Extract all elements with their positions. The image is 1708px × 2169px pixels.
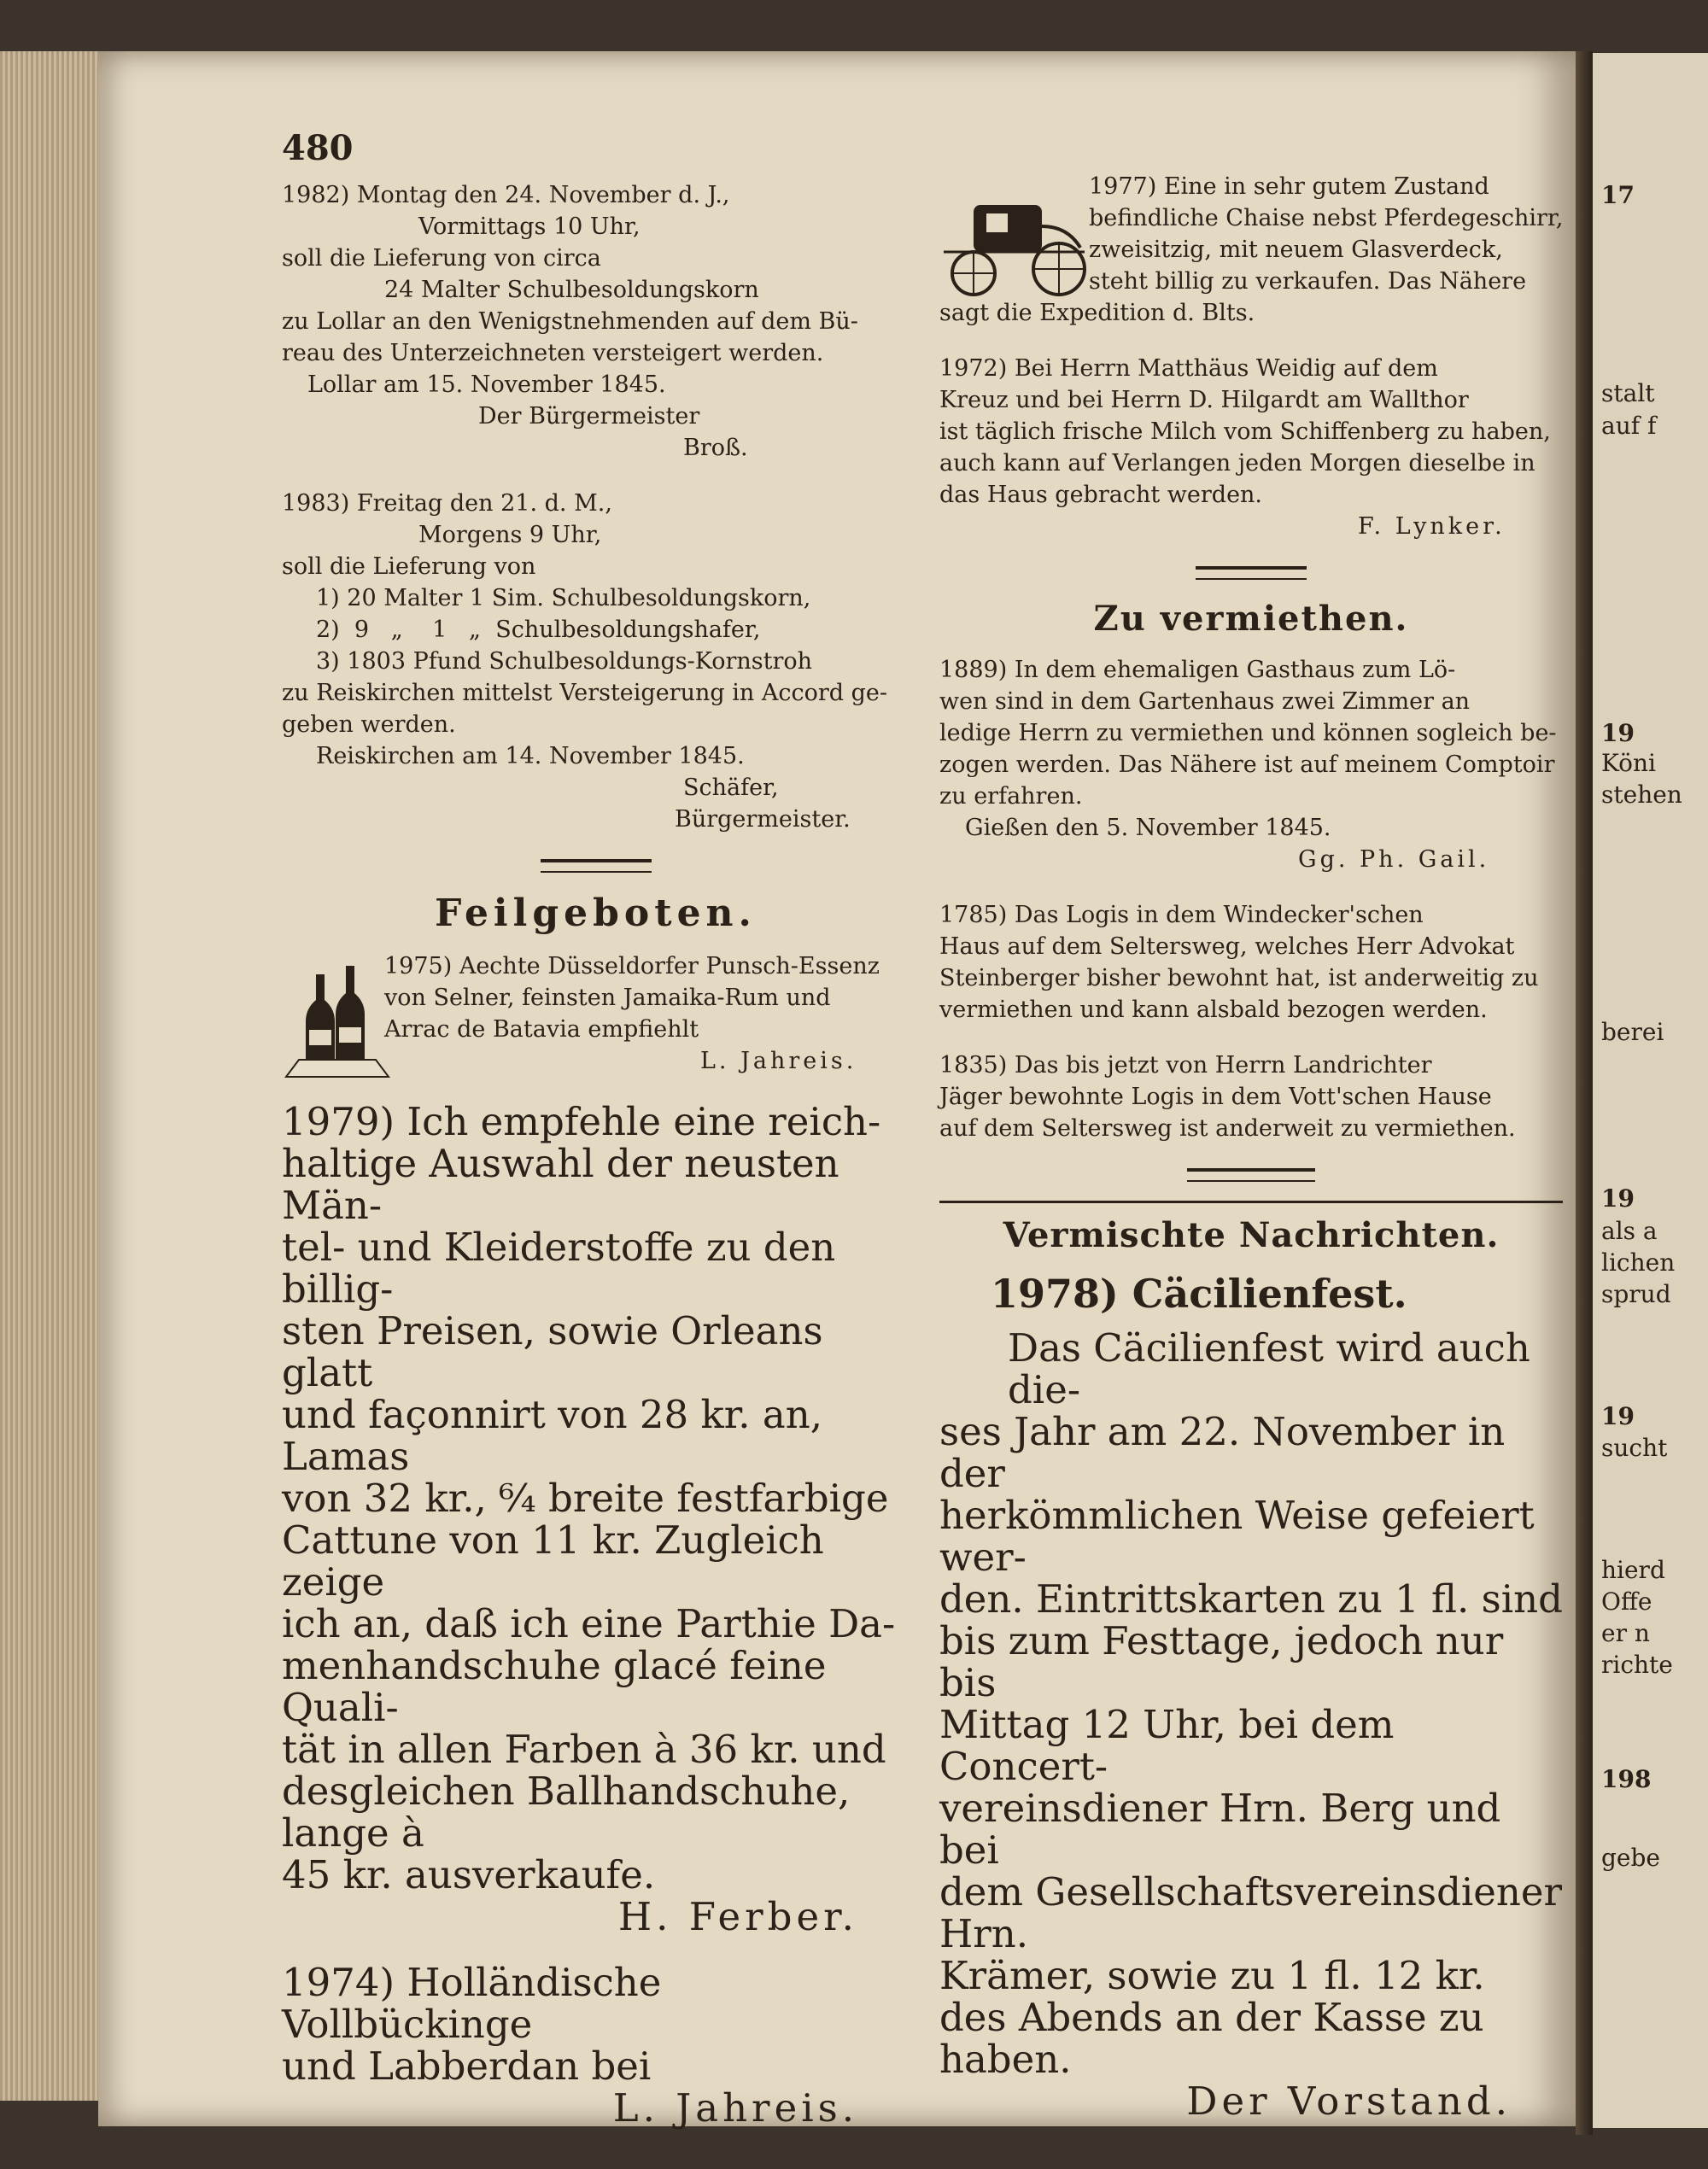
ad-line: 1977) Eine in sehr gutem Zustand [1089, 173, 1489, 200]
fragment-text: Offe [1601, 1587, 1652, 1616]
signature: Der Vorstand. [1186, 2078, 1512, 2124]
ad-line: Kreuz und bei Herrn D. Hilgardt am Wallthor [939, 387, 1469, 413]
ad-line: ist täglich frische Milch vom Schiffenberg zu haben, [939, 418, 1551, 445]
fragment-text: gebe [1601, 1844, 1660, 1872]
ad-line: ledige Herrn zu vermiethen und können sogleich be- [939, 720, 1557, 746]
ad-line: ses Jahr am 22. November in der [939, 1409, 1506, 1496]
fragment-text: 198 [1601, 1765, 1652, 1793]
ad-line: das Haus gebracht werden. [939, 482, 1263, 508]
fragment-text: stalt [1601, 379, 1655, 407]
ad-line: 45 kr. ausverkaufe. [282, 1852, 656, 1897]
ad-line: wen sind in dem Gartenhaus zwei Zimmer an [939, 688, 1471, 715]
ad-1983 [282, 488, 910, 835]
ad-line: und façonnirt von 28 kr. an, Lamas [282, 1392, 823, 1479]
signature: Broß. [683, 435, 748, 461]
ad-1978 [939, 1271, 1563, 2122]
ad-line: 1835) Das bis jetzt von Herrn Landrichter [939, 1052, 1432, 1079]
fragment-text: als a [1601, 1217, 1658, 1245]
ad-line: bis zum Festtage, jedoch nur bis [939, 1618, 1504, 1705]
ad-line: befindliche Chaise nebst Pferdegeschirr, [1089, 205, 1564, 231]
ad-line: den. Eintrittskarten zu 1 fl. sind [939, 1576, 1563, 1622]
ad-1975 [282, 950, 910, 1077]
divider-rule [1196, 566, 1307, 580]
ad-1982 [282, 179, 910, 464]
next-page-fragment [1593, 53, 1708, 2128]
ad-line: von 32 kr., ⁶⁄₄ breite festfarbige [282, 1476, 889, 1521]
signature: Der Bürgermeister [478, 403, 700, 430]
fragment-text: auf f [1601, 412, 1657, 440]
ad-line: zu Reiskirchen mittelst Versteigerung in Accord ge- [282, 680, 888, 706]
left-column [282, 179, 910, 2153]
ad-1785 [939, 899, 1563, 1026]
ad-line: Haus auf dem Seltersweg, welches Herr Advokat [939, 933, 1515, 960]
ad-line: Jäger bewohnte Logis in dem Vott'schen Hause [939, 1084, 1492, 1110]
ad-line: menhandschuhe glacé feine Quali- [282, 1643, 827, 1730]
ad-line: 1982) Montag den 24. November d. J., [282, 182, 730, 208]
signature: Gg. Ph. Gail. [1298, 846, 1490, 873]
divider-line [939, 1201, 1563, 1203]
ad-line: zogen werden. Das Nähere ist auf meinem Comptoir [939, 751, 1555, 778]
ad-line: vermiethen und kann alsbald bezogen werden. [939, 997, 1488, 1023]
signature: Bürgermeister. [675, 806, 851, 833]
signature: Schäfer, [683, 775, 779, 801]
ad-line: 3) 1803 Pfund Schulbesoldungs-Kornstroh [316, 648, 813, 675]
ad-1977 [939, 171, 1563, 329]
ad-line: sagt die Expedition d. Blts. [939, 300, 1255, 326]
ad-line: Krämer, sowie zu 1 fl. 12 kr. [939, 1953, 1485, 1998]
ad-line: Gießen den 5. November 1845. [965, 815, 1331, 841]
section-heading-feilgeboten: Feilgeboten. [435, 892, 757, 935]
book-page-edges [0, 51, 102, 2101]
ad-line: Mittag 12 Uhr, bei dem Concert- [939, 1702, 1395, 1789]
ad-line: 1) 20 Malter 1 Sim. Schulbesoldungskorn, [316, 585, 811, 611]
ad-line: zu erfahren. [939, 783, 1083, 810]
ad-line: auf dem Seltersweg ist anderweit zu vermiethen. [939, 1115, 1516, 1142]
ad-line: auch kann auf Verlangen jeden Morgen dieselbe in [939, 450, 1535, 476]
ad-line: 1975) Aechte Düsseldorfer Punsch-Essenz [384, 953, 880, 979]
divider-rule [541, 859, 652, 873]
ad-line: soll die Lieferung von circa [282, 245, 601, 272]
bottles-icon [282, 957, 393, 1085]
fragment-text: 19 [1601, 719, 1635, 747]
fragment-text: 19 [1601, 1402, 1635, 1430]
ad-line: desgleichen Ballhandschuhe, lange à [282, 1769, 851, 1856]
carriage-icon [939, 179, 1093, 307]
ad-line: herkömmlichen Weise gefeiert wer- [939, 1493, 1535, 1580]
fragment-text: stehen [1601, 780, 1682, 809]
signature: L. Jahreis. [612, 2085, 858, 2131]
ad-line: vereinsdiener Hrn. Berg und bei [939, 1786, 1501, 1873]
ad-line: Arrac de Batavia empfiehlt [384, 1016, 699, 1043]
ad-line: tät in allen Farben à 36 kr. und [282, 1727, 886, 1772]
ad-line: sten Preisen, sowie Orleans glatt [282, 1308, 823, 1395]
ad-1889 [939, 654, 1563, 875]
page-number: 480 [282, 128, 354, 168]
ad-line: 1972) Bei Herrn Matthäus Weidig auf dem [939, 355, 1438, 382]
section-heading-vermischte: Vermischte Nachrichten. [1003, 1215, 1500, 1255]
fragment-text: 17 [1601, 181, 1635, 209]
ad-line: Das Cäcilienfest wird auch die- [1008, 1325, 1530, 1412]
ad-line: zweisitzig, mit neuem Glasverdeck, [1089, 237, 1503, 263]
ad-line: ich an, daß ich eine Parthie Da- [282, 1601, 896, 1646]
ad-line: Steinberger bisher bewohnt hat, ist anderweitig zu [939, 965, 1539, 991]
fragment-text: Köni [1601, 749, 1657, 777]
ad-line: 1979) Ich empfehle eine reich- [282, 1099, 881, 1144]
ad-line: 1983) Freitag den 21. d. M., [282, 490, 612, 517]
right-column [939, 171, 1563, 2146]
ad-line: haltige Auswahl der neusten Män- [282, 1141, 839, 1228]
fragment-text: hierd [1601, 1556, 1665, 1584]
fragment-text: lichen [1601, 1248, 1676, 1277]
signature: H. Ferber. [617, 1894, 858, 1939]
fragment-text: sprud [1601, 1280, 1671, 1308]
ad-1972 [939, 353, 1563, 542]
ad-line: steht billig zu verkaufen. Das Nähere [1089, 268, 1527, 295]
ad-line: Reiskirchen am 14. November 1845. [316, 743, 745, 769]
fragment-text: er n [1601, 1619, 1650, 1647]
ad-line: Morgens 9 Uhr, [418, 522, 602, 548]
ad-line: zu Lollar an den Wenigstnehmenden auf dem Bü- [282, 308, 858, 335]
ad-line: von Selner, feinsten Jamaika-Rum und [384, 985, 831, 1011]
ad-line: Cattune von 11 kr. Zugleich zeige [282, 1517, 824, 1605]
section-heading-vermiethen: Zu vermiethen. [1093, 599, 1409, 639]
fragment-text: richte [1601, 1651, 1673, 1679]
ad-line: 24 Malter Schulbesoldungskorn [384, 277, 759, 303]
book-gutter [1576, 51, 1593, 2135]
ad-line: reau des Unterzeichneten versteigert werden. [282, 340, 824, 366]
ad-line: 1889) In dem ehemaligen Gasthaus zum Lö- [939, 657, 1456, 683]
ad-line: 2) 9 „ 1 „ Schulbesoldungshafer, [316, 617, 761, 643]
ad-line: dem Gesellschaftsvereinsdiener Hrn. [939, 1869, 1563, 1956]
fragment-text: 19 [1601, 1184, 1635, 1213]
signature: L. Jahreis. [700, 1048, 857, 1074]
ad-1979 [282, 1101, 910, 1938]
ad-line: Vormittags 10 Uhr, [418, 213, 640, 240]
ad-line: tel- und Kleiderstoffe zu den billig- [282, 1225, 836, 1312]
ad-line: geben werden. [282, 711, 456, 738]
ad-line: soll die Lieferung von [282, 553, 536, 580]
ad-title: 1978) Cäcilienfest. [991, 1271, 1407, 1317]
ad-1974 [282, 1961, 910, 2129]
fragment-text: berei [1601, 1018, 1664, 1046]
ad-line: 1974) Holländische Vollbückinge [282, 1960, 662, 2047]
signature: F. Lynker. [1358, 513, 1506, 540]
ad-line: 1785) Das Logis in dem Windecker'schen [939, 902, 1424, 928]
ad-line: Lollar am 15. November 1845. [307, 371, 666, 398]
divider-rule [1187, 1168, 1315, 1182]
ad-line: des Abends an der Kasse zu haben. [939, 1995, 1484, 2082]
ad-line: und Labberdan bei [282, 2043, 652, 2089]
ad-1835 [939, 1049, 1563, 1144]
fragment-text: sucht [1601, 1434, 1668, 1462]
